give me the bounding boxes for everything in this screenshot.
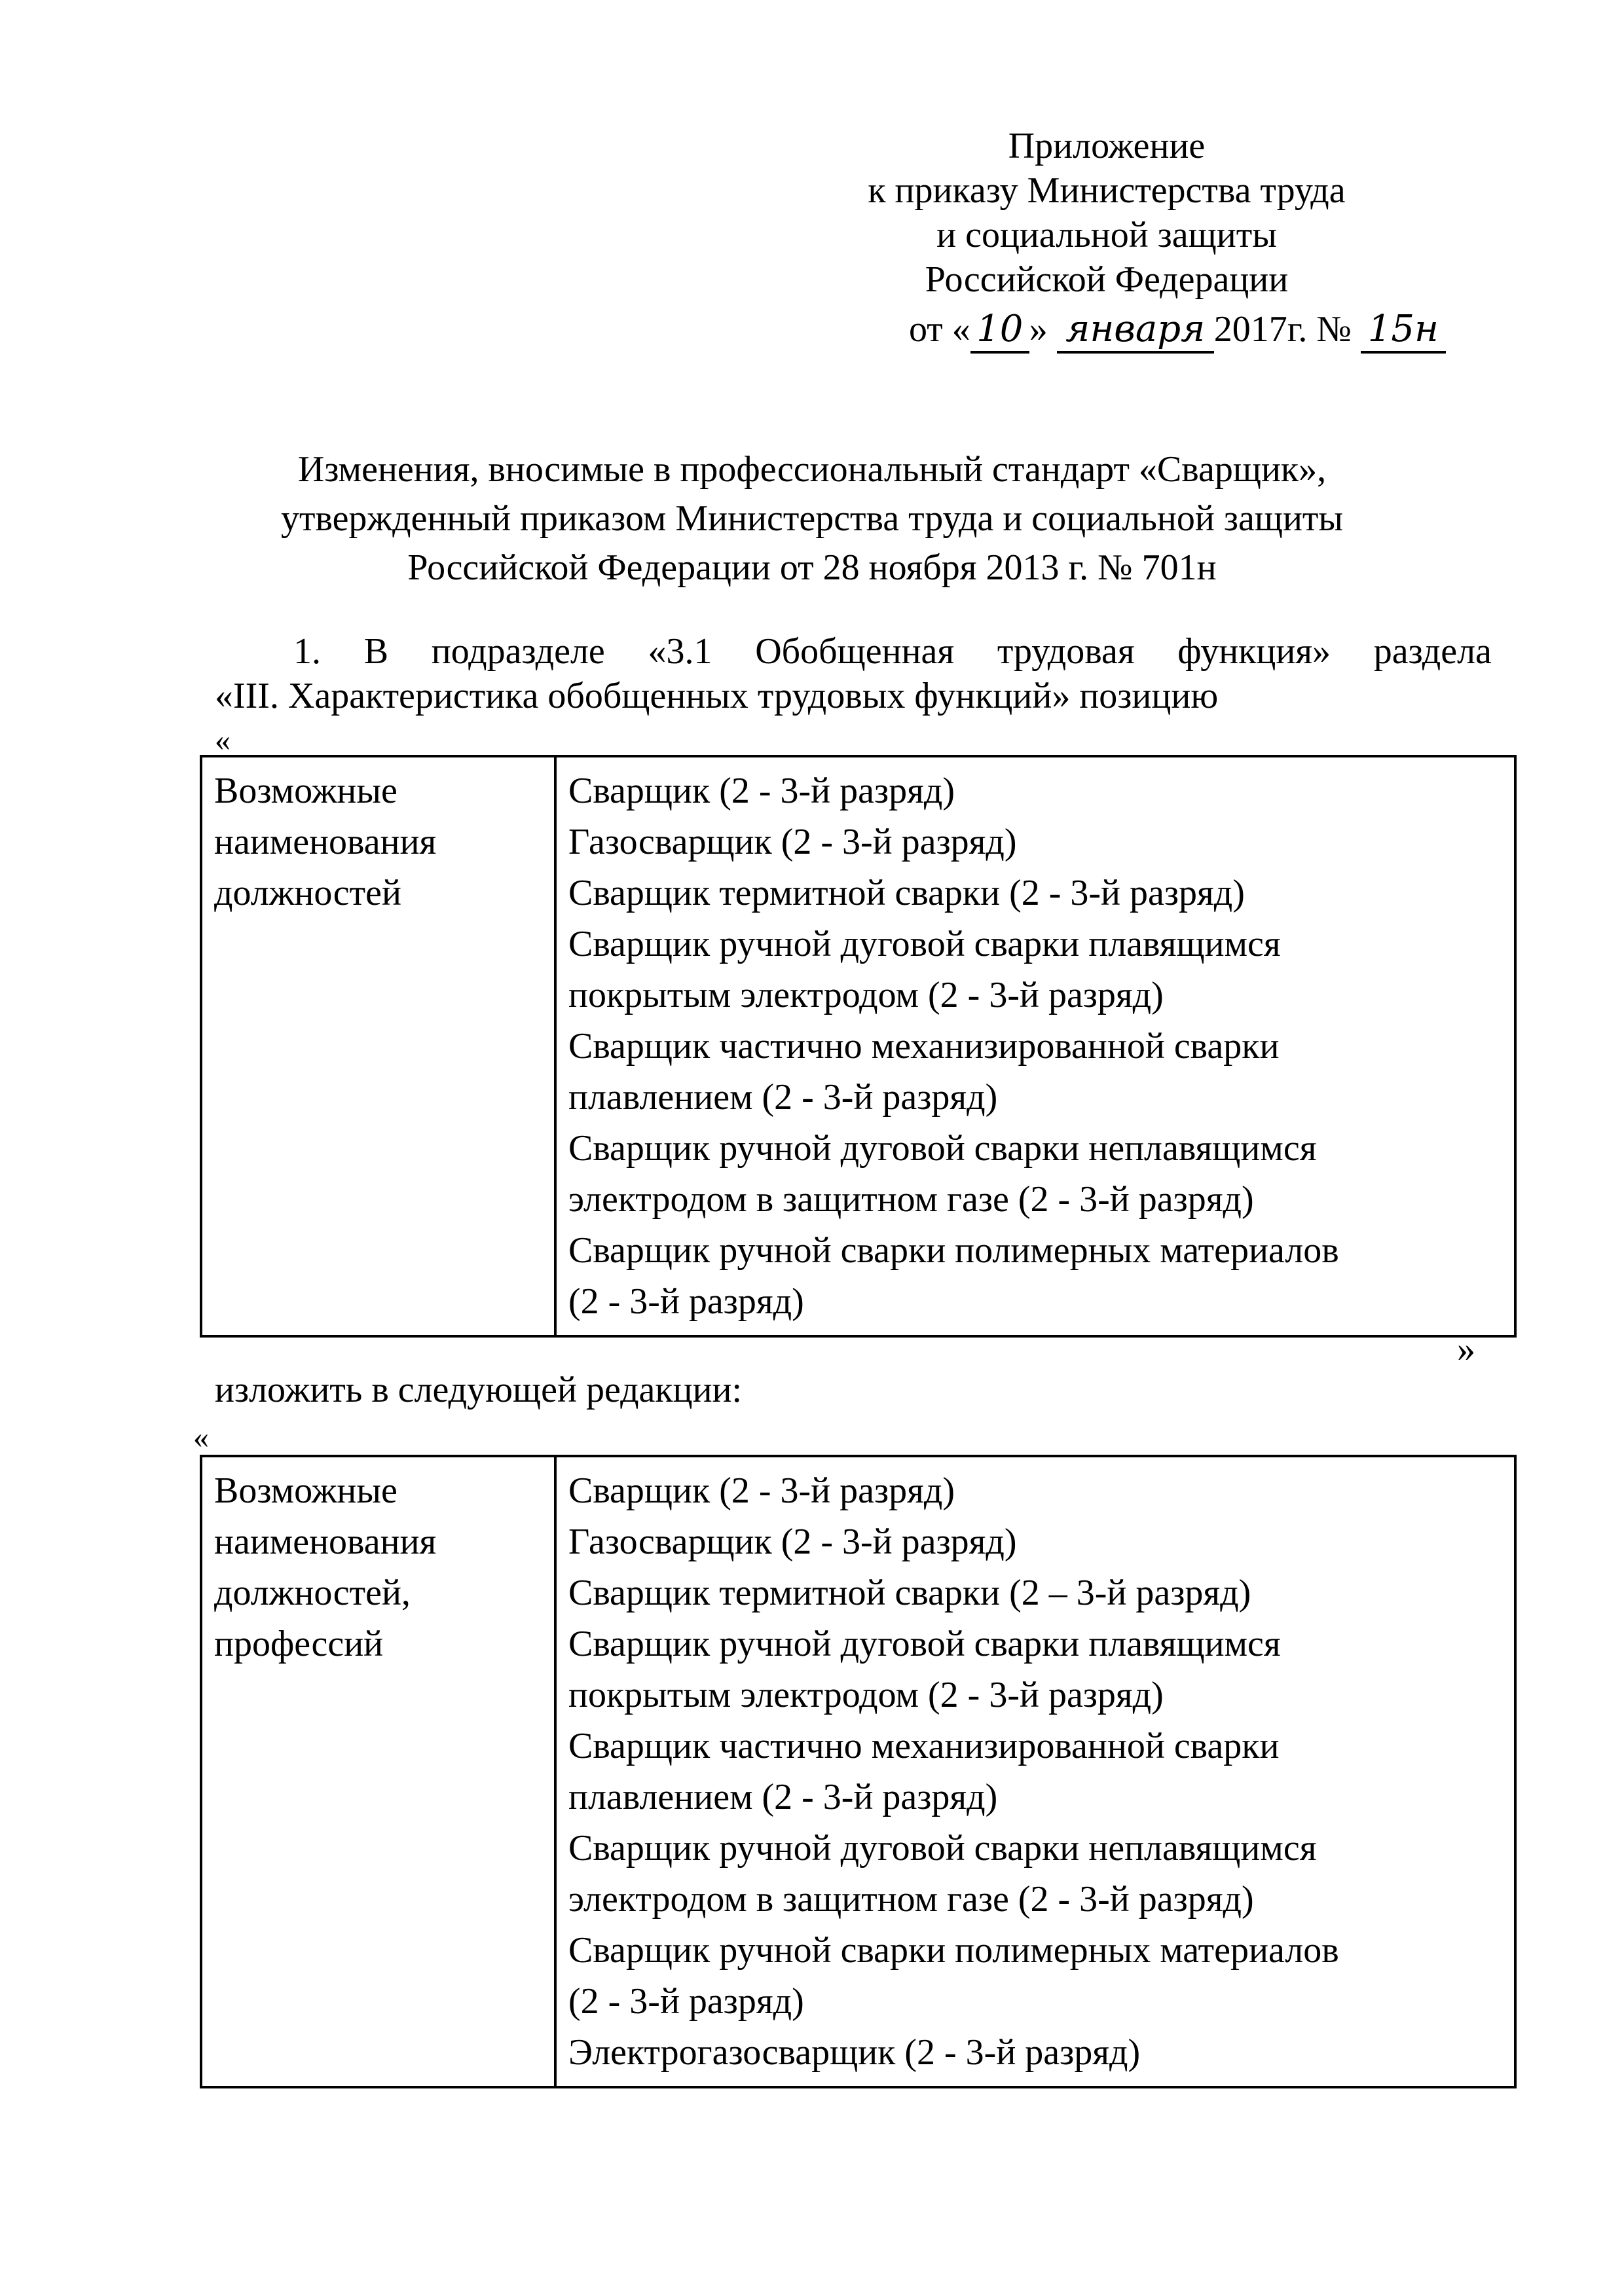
old-table-position-line: электродом в защитном газе (2 - 3-й разряд): [568, 1179, 1254, 1220]
title-line-1: Изменения, вносимые в профессиональный стандарт «Сварщик»,: [297, 449, 1327, 490]
old-table-position-line: плавлением (2 - 3-й разряд): [568, 1077, 998, 1118]
paragraph-1-word: раздела: [1373, 631, 1492, 672]
date-month: января: [1057, 308, 1214, 354]
old-table-position-line: Сварщик ручной дуговой сварки плавящимся: [568, 924, 1281, 964]
new-table-left-line: профессий: [214, 1624, 384, 1664]
new-table-position-line: Сварщик ручной сварки полимерных материалов: [568, 1930, 1339, 1971]
old-table-left-cell: [201, 756, 555, 1336]
paragraph-1-word: подразделе: [431, 631, 605, 672]
paragraph-1-word: 1.: [293, 631, 321, 672]
date-day: 10: [970, 308, 1029, 354]
old-table-left-line: должностей: [214, 873, 401, 913]
date-year: 2017: [1213, 309, 1287, 350]
appendix-ministry-line: и социальной защиты: [936, 215, 1277, 255]
old-table-right-cell: [555, 756, 1515, 1336]
new-table-position-line: Сварщик (2 - 3-й разряд): [568, 1470, 955, 1511]
paragraph-1-word: «3.1: [648, 631, 712, 672]
new-table-left-line: должностей,: [214, 1573, 411, 1613]
open-quote-2: «: [193, 1420, 209, 1455]
old-table-left-line: наименования: [214, 822, 437, 862]
appendix-order-line: к приказу Министерства труда: [868, 170, 1346, 211]
open-quote-1: «: [215, 723, 231, 757]
date-mid: »: [1029, 309, 1048, 350]
positions-table-new: [200, 1455, 1517, 2088]
new-table-position-line: покрытым электродом (2 - 3-й разряд): [568, 1675, 1164, 1715]
old-table-position-line: покрытым электродом (2 - 3-й разряд): [568, 975, 1164, 1015]
paragraph-1-word: трудовая: [997, 631, 1135, 672]
order-number: 15н: [1361, 308, 1446, 354]
new-table-position-line: (2 - 3-й разряд): [568, 1981, 804, 2022]
old-table-left-line: Возможные: [214, 771, 397, 811]
new-table-left-line: Возможные: [214, 1470, 397, 1511]
old-table-position-line: Сварщик частично механизированной сварки: [568, 1026, 1280, 1066]
paragraph-1-line-2: «III. Характеристика обобщенных трудовых функций» позицию: [215, 676, 1219, 716]
new-table-left-cell: [201, 1456, 555, 2087]
order-date-line: [909, 308, 1446, 354]
new-table-position-line: Сварщик ручной дуговой сварки неплавящимся: [568, 1828, 1317, 1868]
new-table-left-line: наименования: [214, 1522, 437, 1562]
new-table-position-line: электродом в защитном газе (2 - 3-й разряд): [568, 1879, 1254, 1920]
old-table-position-line: (2 - 3-й разряд): [568, 1281, 804, 1322]
paragraph-1-line-1: [293, 630, 1492, 673]
new-table-position-line: Электрогазосварщик (2 - 3-й разряд): [568, 2032, 1141, 2073]
new-table-position-line: плавлением (2 - 3-й разряд): [568, 1777, 998, 1817]
new-table-position-line: Сварщик термитной сварки (2 – 3-й разряд): [568, 1573, 1251, 1613]
close-quote-1: »: [1457, 1329, 1475, 1370]
old-table-position-line: Сварщик ручной сварки полимерных материалов: [568, 1230, 1339, 1271]
new-table-position-line: Сварщик ручной дуговой сварки плавящимся: [568, 1624, 1281, 1664]
new-table-right-cell: [555, 1456, 1515, 2087]
instruction-text: изложить в следующей редакции:: [215, 1370, 743, 1410]
appendix-country-line: Российской Федерации: [925, 259, 1289, 300]
date-prefix: от «: [909, 309, 970, 350]
paragraph-1-word: Обобщенная: [755, 631, 955, 672]
paragraph-1-word: функция»: [1177, 631, 1331, 672]
appendix-label: Приложение: [1008, 126, 1206, 166]
old-table-position-line: Сварщик (2 - 3-й разряд): [568, 771, 955, 811]
old-table-position-line: Газосварщик (2 - 3-й разряд): [568, 822, 1017, 862]
paragraph-1-word: В: [363, 631, 389, 672]
old-table-position-line: Сварщик термитной сварки (2 - 3-й разряд): [568, 873, 1245, 913]
old-table-position-line: Сварщик ручной дуговой сварки неплавящимся: [568, 1128, 1317, 1169]
title-line-2: утвержденный приказом Министерства труда и социальной защиты: [280, 498, 1344, 539]
positions-table-old: [200, 755, 1517, 1338]
new-table-position-line: Сварщик частично механизированной сварки: [568, 1726, 1280, 1766]
new-table-position-line: Газосварщик (2 - 3-й разряд): [568, 1522, 1017, 1562]
date-suffix: г. №: [1287, 309, 1352, 350]
title-line-3: Российской Федерации от 28 ноября 2013 г. № 701н: [407, 547, 1217, 588]
